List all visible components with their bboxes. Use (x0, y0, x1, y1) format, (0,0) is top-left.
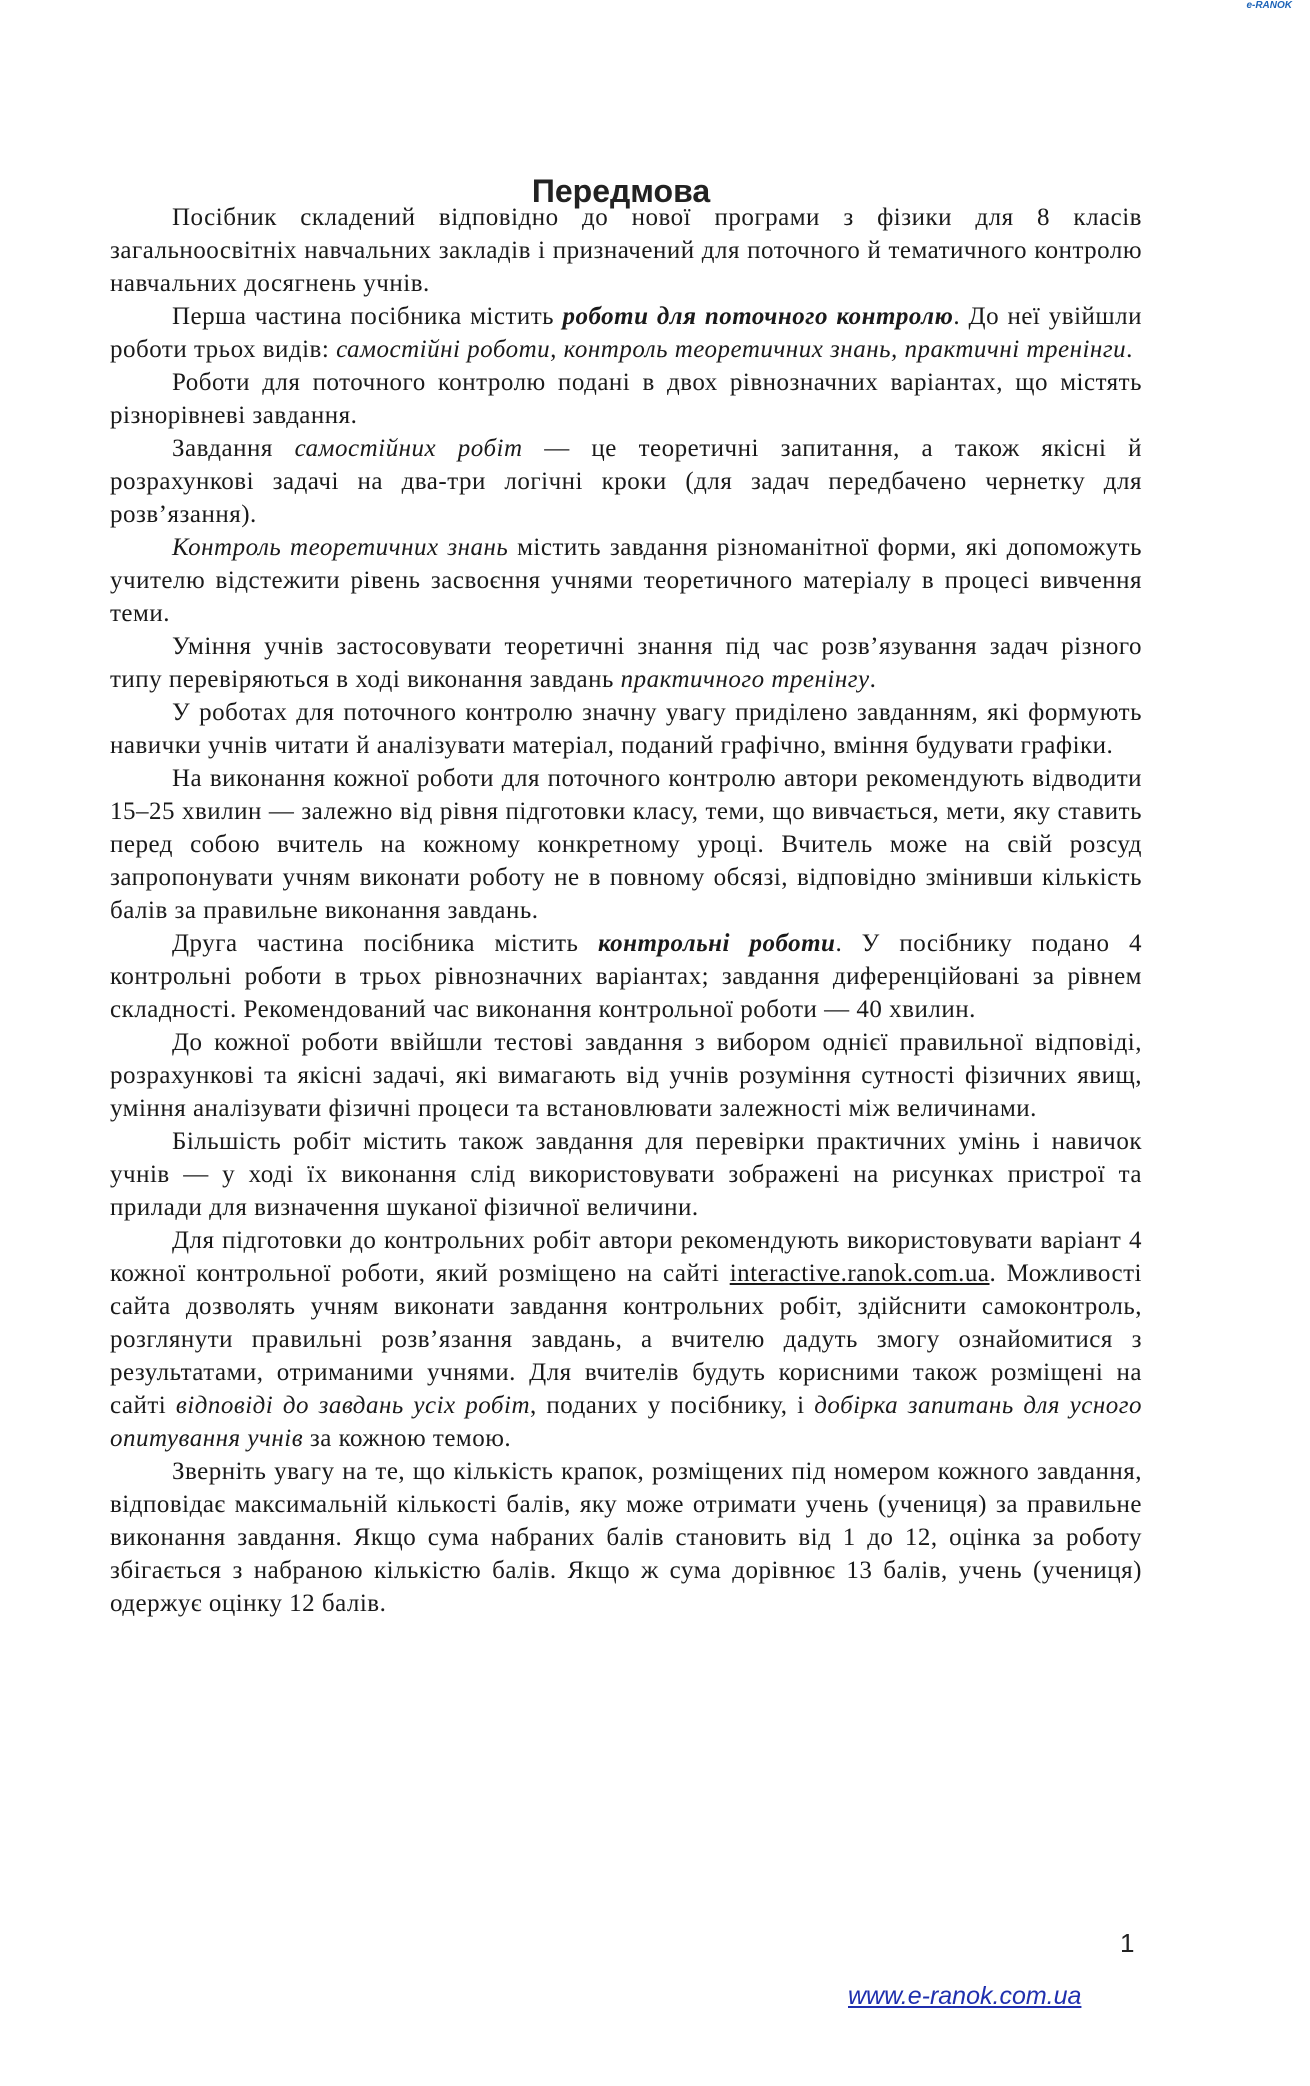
paragraph-text: . До неї увійшли роботи трьох видів: (110, 303, 1143, 363)
preface-paragraph (110, 762, 1142, 927)
preface-paragraph (110, 1455, 1142, 1620)
preface-paragraph (110, 1026, 1142, 1125)
preface-paragraph (110, 201, 1142, 300)
bold-italic-term: роботи для поточного контролю (562, 303, 954, 330)
preface-body (110, 201, 1142, 1620)
paragraph-text: Для підготовки до контрольних робіт автори рекомендують використовувати варіант 4 кожної контрольної роботи, який розміщено на сайті (110, 1227, 1142, 1287)
paragraph-text: , поданих у посібнику, і (530, 1392, 815, 1419)
paragraph-text: . У посібнику подано 4 контрольні роботи в трьох рівнозначних варіантах; завдання диференційовані за рівнем складності. Рекомендований час виконання контрольної роботи — 40 хвилин. (110, 930, 1142, 1023)
paragraph-text: . (1126, 336, 1133, 363)
preface-paragraph (110, 531, 1142, 630)
footer-website-link[interactable]: www.e-ranok.com.ua (848, 1982, 1082, 2010)
bold-italic-term: контрольні роботи (597, 930, 836, 957)
paragraph-text: . (869, 666, 877, 693)
paragraph-text: Посібник складений відповідно до нової програми з фізики для 8 класів загальноосвітніх навчальних закладів і призначений для поточного й тематичного контролю навчальних досягнень учнів. (110, 204, 1142, 297)
italic-term: практичного тренінгу (620, 666, 870, 693)
paragraph-text: містить завдання різноманітної форми, які допоможуть учителю відстежити рівень засвоєння учнями теоретичного матеріалу в процесі вивчення теми. (110, 534, 1142, 627)
paragraph-text: — це теоретичні запитання, а також якісні й розрахункові задачі на два-три логічні кроки (для задач передбачено чернетку для розв’язання). (110, 435, 1142, 528)
paragraph-text: До кожної роботи ввійшли тестові завдання з вибором однієї правильної відповіді, розрахункові та якісні задачі, які вимагають від учнів розуміння сутності фізичних явищ, уміння аналізувати фізичні процеси та встановлювати залежності між величинами. (110, 1029, 1142, 1122)
paragraph-text: На виконання кожної роботи для поточного контролю автори рекомендують відводити 15–25 хвилин — залежно від рівня підготовки класу, теми, що вивчається, мети, яку ставить перед собою вчитель на кожному конкретному уроці. Вчитель може на свій розсуд запропонувати учням виконати роботу не в повному обсязі, відповідно змінивши кількість балів за правильне виконання завдань. (110, 765, 1142, 924)
paragraph-text: . Можливості сайта дозволять учням виконати завдання контрольних робіт, здійснити самоконтроль, розглянути правильні розв’язання завдань, а вчителю дадуть змогу ознайомитися з результатами, отриманими учнями. Для вчителів будуть корисними також розміщені на сайті (110, 1260, 1142, 1419)
paragraph-text: за кожною темою. (303, 1425, 512, 1452)
page-number: 1 (1120, 1928, 1135, 1958)
preface-paragraph (110, 696, 1142, 762)
preface-paragraph (110, 432, 1142, 531)
preface-paragraph (110, 1125, 1142, 1224)
italic-term: самостійних робіт (294, 435, 523, 462)
paragraph-text: Уміння учнів застосовувати теоретичні знання під час розв’язування задач різного типу перевіряються в ході виконання завдань (110, 633, 1142, 693)
preface-paragraph (110, 1224, 1142, 1455)
paragraph-text: Друга частина посібника містить (172, 930, 598, 957)
publisher-logo: e-RANOK (1246, 0, 1292, 11)
paragraph-text: Зверніть увагу на те, що кількість крапок, розміщених під номером кожного завдання, відповідає максимальній кількості балів, яку може отримати учень (учениця) за правильне виконання завдання. Якщо сума набраних балів становить від 1 до 12, оцінка за роботу збігається з набраною кількістю балів. Якщо ж сума дорівнює 13 балів, учень (учениця) одержує оцінку 12 балів. (110, 1458, 1142, 1617)
italic-term: Контроль теоретичних знань (172, 534, 509, 561)
site-link[interactable]: interactive.ranok.com.ua (729, 1260, 990, 1287)
italic-term: відповіді до завдань усіх робіт (175, 1392, 531, 1419)
paragraph-text: Перша частина посібника містить (172, 303, 563, 330)
page-title: Передмова (531, 173, 711, 210)
preface-paragraph (110, 630, 1142, 696)
paragraph-text: У роботах для поточного контролю значну увагу приділено завданням, які формують навички учнів читати й аналізувати матеріал, поданий графічно, вміння будувати графіки. (110, 699, 1142, 759)
preface-paragraph (110, 300, 1142, 366)
italic-term: самостійні роботи, контроль теоретичних знань, практичні тренінги (336, 336, 1127, 363)
preface-paragraph (110, 366, 1142, 432)
italic-term: добірка запитань для усного опитування учнів (110, 1392, 1143, 1452)
paragraph-text: Більшість робіт містить також завдання для перевірки практичних умінь і навичок учнів — у ході їх виконання слід використовувати зображені на рисунках пристрої та прилади для визначення шуканої фізичної величини. (110, 1128, 1142, 1221)
paragraph-text: Завдання (172, 435, 295, 462)
paragraph-text: Роботи для поточного контролю подані в двох рівнозначних варіантах, що містять різнорівневі завдання. (110, 369, 1142, 429)
preface-paragraph (110, 927, 1142, 1026)
